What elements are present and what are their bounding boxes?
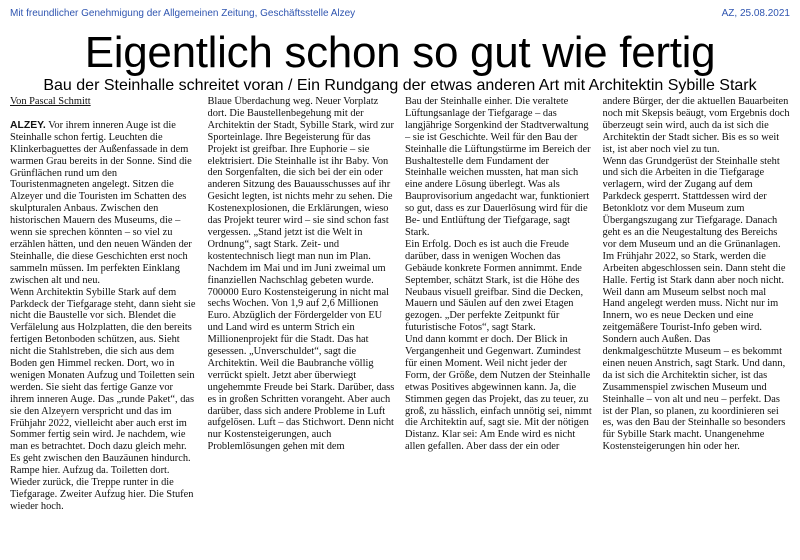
- paragraph: Und dann kommt er doch. Der Blick in Vergangenheit und Gegenwart. Zumindest für einen Moment. Weil nicht jeder der Form, der Größe, dem Nutzen der Steinhalle etwas Positives abgewinnen kann. Ja, die Stimmen gegen das Projekt, das zu teuer, zu groß, zu hässlich, einfach unnötig sei, nimmt die Architektin auf, sagt sie. Mit der nötigen Distanz. Klar sei: Am Ende wird es nicht allen gefallen. Aber dass der ein oder: [405, 334, 592, 453]
- date-note: AZ, 25.08.2021: [721, 8, 790, 19]
- paragraph: Wenn Architektin Sybille Stark auf dem Parkdeck der Tiefgarage steht, dann sieht sie nicht die Baustelle vor sich. Blendet die Verfälelung aus Holzplatten, die den bereits fertigen Betonboden schützen, aus. Sieht nicht die Stahlstreben, die sich aus dem Boden gen Himmel recken. Dort, wo in wenigen Monaten Aufzug und Toiletten sein werden. Sie sieht das fertige Ganze vor ihrem inneren Auge. Das „runde Paket“, das sie den Alzeyern verspricht und das im Frühjahr 2022, vielleicht aber auch erst im Sommer fertig sein wird. Je nachdem, wie man es betrachtet. Doch dazu gleich mehr.: [10, 286, 196, 453]
- paragraph: Bau der Steinhalle einher. Die veraltete Lüftungsanlage der Tiefgarage – das langjährige Sorgenkind der Stadtverwaltung – sie ist Geschichte. Weil für den Bau der Steinhalle die Lüftungstürme im Bereich der Bushaltestelle dem Fundament der Steinhalle weichen mussten, hat man sich eine andere Lösung überlegt. Was als Bauprovisorium angedacht war, funktioniert so gut, dass es zur Dauerlösung wird für die Be- und Entlüftung der Tiefgarage, sagt Stark.: [405, 96, 591, 238]
- dateline: ALZEY.: [10, 119, 46, 131]
- paragraph: [10, 120, 198, 287]
- column-2: [208, 96, 396, 558]
- column-3: [405, 96, 593, 558]
- paragraph: Es geht zwischen den Bauzäunen hindurch. Rampe hier. Aufzug da. Toiletten dort. Wieder zurück, die Treppe runter in die Tiefgarage. Zweiter Aufzug hier. Die Stufen wieder hoch.: [10, 453, 194, 512]
- source-note: Mit freundlicher Genehmigung der Allgemeinen Zeitung, Geschäftsstelle Alzey: [10, 8, 356, 19]
- byline: Von Pascal Schmitt: [10, 96, 91, 107]
- paragraph: Blaue Überdachung weg. Neuer Vorplatz dort. Die Baustellenbegehung mit der Architektin der Stadt, Sybille Stark, wird zur Sporteinlage. Ihre Begeisterung für das Projekt ist greifbar. Ihre Euphorie – sie elektrisiert. Die Steinhalle ist ihr Baby. Von den Sorgenfalten, die sich bei der ein oder anderen Sitzung des Bauausschusses auf ihr Gesicht legten, ist nichts mehr zu sehen. Die Kostenexplosionen, die Erklärungen, wieso das Projekt teurer wird – sie sind schon fast vergessen. „Stand jetzt ist die Welt in Ordnung“, sagt Stark. Zeit- und kostentechnisch liegt man nun im Plan. Nachdem im Mai und im Juni zweimal um finanziellen Nachschlag gebeten wurde. 700000 Euro Kostensteigerung in nicht mal sechs Wochen. Von 1,9 auf 2,6 Millionen Euro. Abzüglich der Fördergelder von EU und Land wird es unterm Strich ein Millionenprojekt für die Stadt. Das hat gesessen. „Unverschuldet“, sagt die Architektin. Weil die Baubranche völlig verrückt spielt. Jetzt aber überwiegt ungehemmte Freude bei Stark. Darüber, dass es in großen Schritten vorangeht. Aber auch darüber, dass sich andere Probleme in Luft aufgelösen. Luft – das Stichwort. Denn nicht nur Kostensteigerungen, auch Problemlösungen gehen mit dem: [207, 96, 395, 453]
- paragraph: Wenn das Grundgerüst der Steinhalle steht und sich die Arbeiten in die Tiefgarage verlagern, wird der Zugang auf dem Parkdeck gesperrt. Stattdessen wird der Betonklotz vor dem Museum zum Übergangszugang zur Tiefgarage. Danach geht es an die Neugestaltung des Bereichs vor dem Museum und an die Grünanlagen. Im Frühjahr 2022, so Stark, werden die Arbeiten abgeschlossen sein. Dann steht die Halle. Fertig ist Stark dann aber noch nicht. Weil dann am Museum selbst noch mal Hand angelegt werden muss. Nicht nur im Innern, wo es neue Decken und eine zeitgemäßere Tourist-Info geben wird. Sondern auch Außen. Das denkmalgeschützte Museum – es bekommt einen neuen Anstrich, sagt Stark. Und dann, da ist sich die Architektin sicher, ist das Zusammenspiel zwischen Museum und Steinhalle – von alt und neu – perfekt. Das ist der Plan, so planen, zu koordinieren sei es, was den Bau der Steinhalle so besonders für Sybille Stark macht. Unangenehme Kostensteigerungen hin oder her.: [602, 155, 786, 453]
- article-subheadline: Bau der Steinhalle schreitet voran / Ein Rundgang der etwas anderen Art mit Architektin Sybille Stark: [43, 77, 757, 94]
- paragraph: andere Bürger, der die aktuellen Bauarbeiten noch mit Skepsis beäugt, vom Ergebnis doch überzeugt sein wird, auch da ist sich die Architektin der Stadt sicher. Bis es so weit ist, ist aber noch viel zu tun.: [602, 96, 790, 155]
- header-bar: [10, 0, 790, 28]
- column-1: [10, 96, 198, 558]
- column-4: [603, 96, 791, 558]
- paragraph-text: Vor ihrem inneren Auge ist die Steinhalle schon fertig. Leuchten die Klinkerbaguettes der Außenfassade in dem warmen Grau bereits in der Sonne. Sind die Grünflächen rund um den Touristenmagneten angelegt. Sitzen die Alzeyer und die Touristen im Schatten des skulpturalen Anbaus. Zwischen den historischen Mauern des Museums, die – wenn sie sprechen könnten – so viel zu erzählen hätten, und den neuen Wänden der Steinhalle, die diese Geschichten erst noch sammeln müssen. Im perfekten Einklang zwischen alt und neu.: [10, 119, 192, 286]
- article-body: [10, 96, 790, 558]
- paragraph: Ein Erfolg. Doch es ist auch die Freude darüber, dass in wenigen Wochen das Gebäude konkrete Formen annimmt. Ende September, schätzt Stark, ist die Höhe des Neubaus visuell greifbar. Sind die Decken, Mauern und Säulen auf den zwei Etagen gezogen. „Der perfekte Zeitpunkt für futuristische Fotos“, sagt Stark.: [405, 238, 584, 334]
- article-headline: Eigentlich schon so gut wie fertig: [84, 28, 716, 77]
